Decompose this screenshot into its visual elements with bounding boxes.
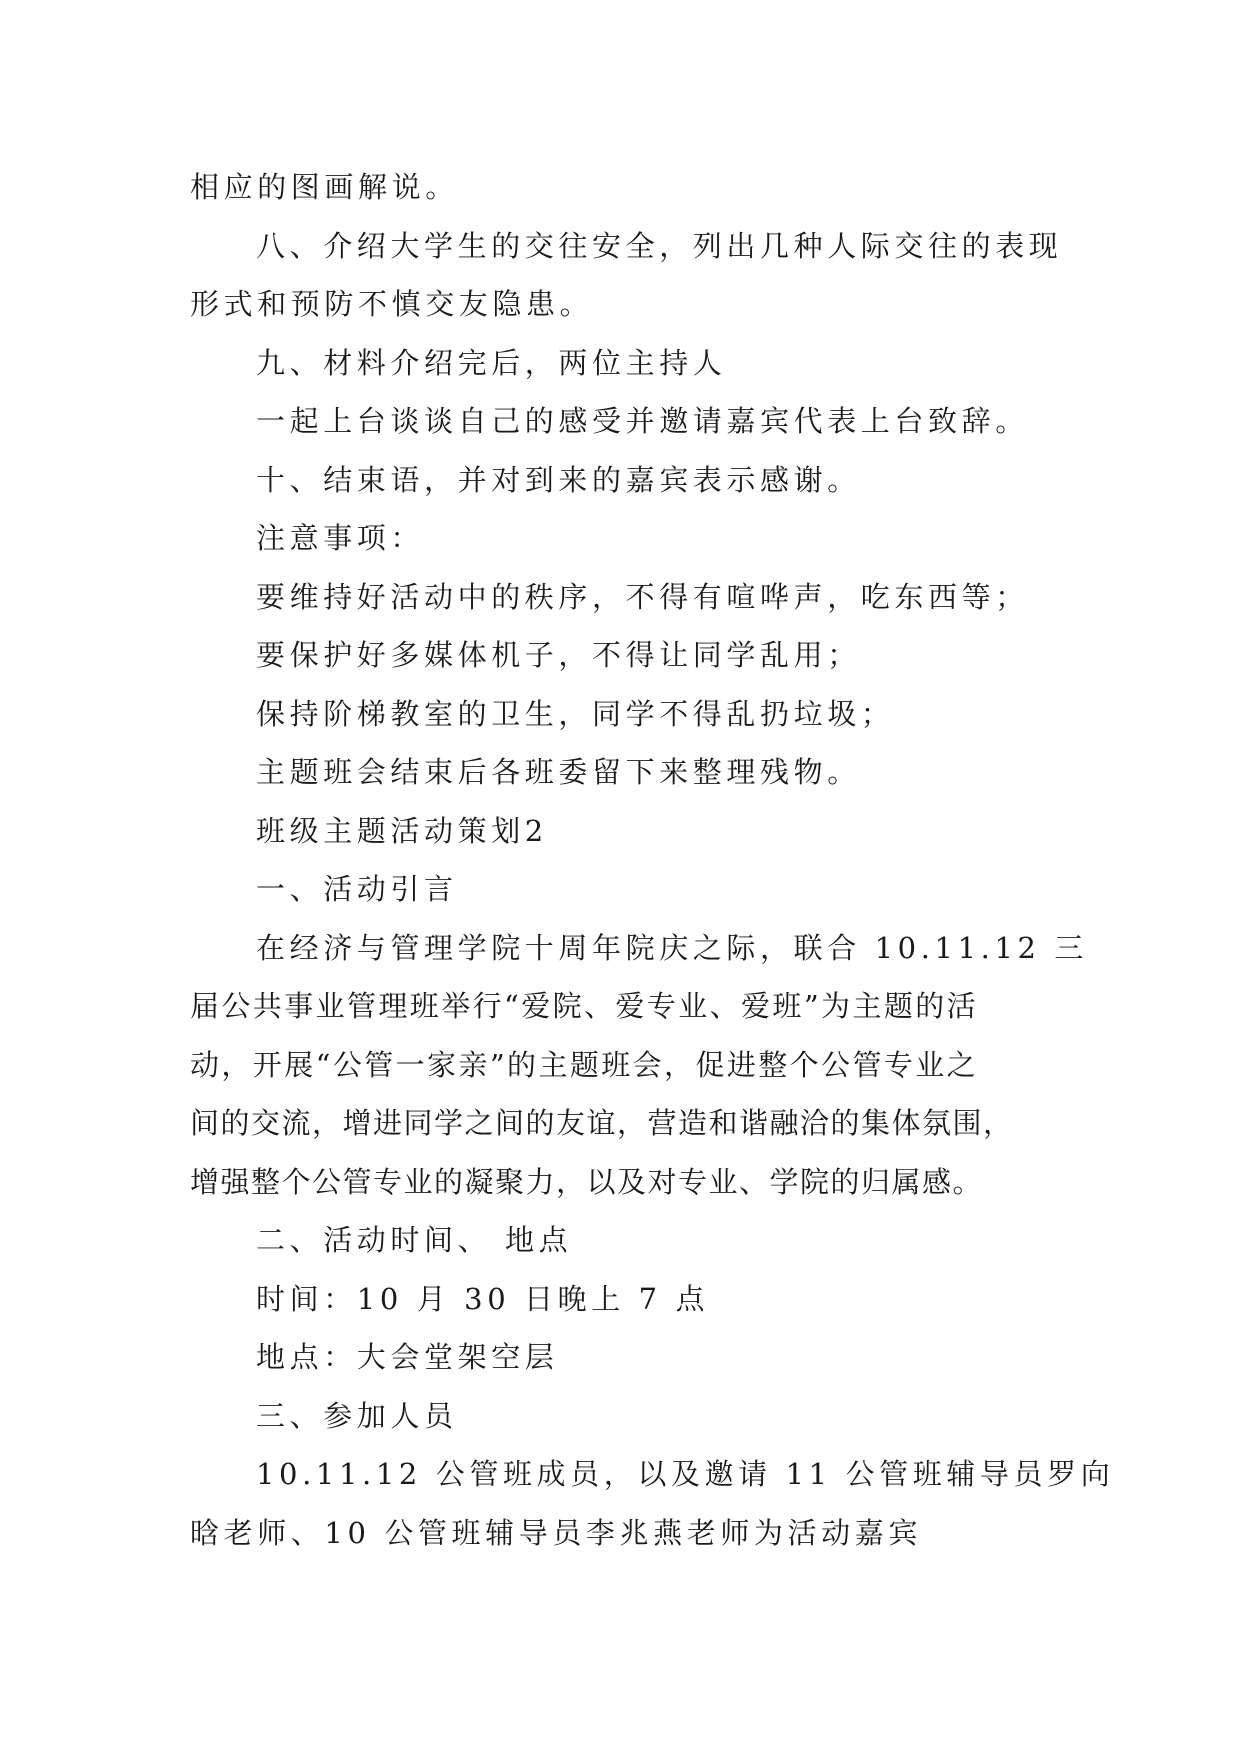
paragraph-line: 九、材料介绍完后，两位主持人 xyxy=(256,345,727,380)
paragraph-line: 地点：大会堂架空层 xyxy=(256,1340,559,1374)
paragraph-line: 增强整个公管专业的凝聚力，以及对专业、学院的归属感。 xyxy=(190,1164,984,1199)
paragraph-line: 八、介绍大学生的交往安全，列出几种人际交往的表现 xyxy=(256,228,1063,263)
document-section-title: 班级主题活动策划2 xyxy=(256,813,548,848)
paragraph-line: 时间：10 月 30 日晚上 7 点 xyxy=(256,1281,710,1316)
list-item: 要维持好活动中的秩序，不得有喧哗声，吃东西等； xyxy=(256,579,1029,614)
paragraph-line: 形式和预防不慎交友隐患。 xyxy=(190,287,594,321)
paragraph-line: 动，开展“公管一家亲”的主题班会，促进整个公管专业之 xyxy=(190,1047,979,1082)
section-heading: 三、参加人员 xyxy=(256,1398,458,1433)
list-item: 保持阶梯教室的卫生，同学不得乱扔垃圾； xyxy=(256,696,895,731)
list-item: 主题班会结束后各班委留下来整理残物。 xyxy=(256,755,861,789)
paragraph-line: 10.11.12 公管班成员，以及邀请 11 公管班辅导员罗向 xyxy=(256,1457,1115,1491)
paragraph-line: 十、结束语，并对到来的嘉宾表示感谢。 xyxy=(256,462,861,497)
section-heading: 一、活动引言 xyxy=(256,872,458,906)
paragraph-line: 一起上台谈谈自己的感受并邀请嘉宾代表上台致辞。 xyxy=(256,404,1029,438)
section-heading: 注意事项： xyxy=(256,521,425,555)
section-heading: 二、活动时间、 地点 xyxy=(256,1223,573,1257)
paragraph-line: 晗老师、10 公管班辅导员李兆燕老师为活动嘉宾 xyxy=(190,1515,922,1550)
document-body xyxy=(190,158,1115,1562)
paragraph-line: 在经济与管理学院十周年院庆之际，联合 10.11.12 三 xyxy=(256,930,1088,965)
paragraph-line: 间的交流，增进同学之间的友谊，营造和谐融洽的集体氛围， xyxy=(190,1106,1014,1140)
paragraph-line: 届公共事业管理班举行“爱院、爱专业、爱班”为主题的活 xyxy=(190,989,979,1023)
list-item: 要保护好多媒体机子，不得让同学乱用； xyxy=(256,638,861,672)
paragraph-line: 相应的图画解说。 xyxy=(190,170,459,204)
